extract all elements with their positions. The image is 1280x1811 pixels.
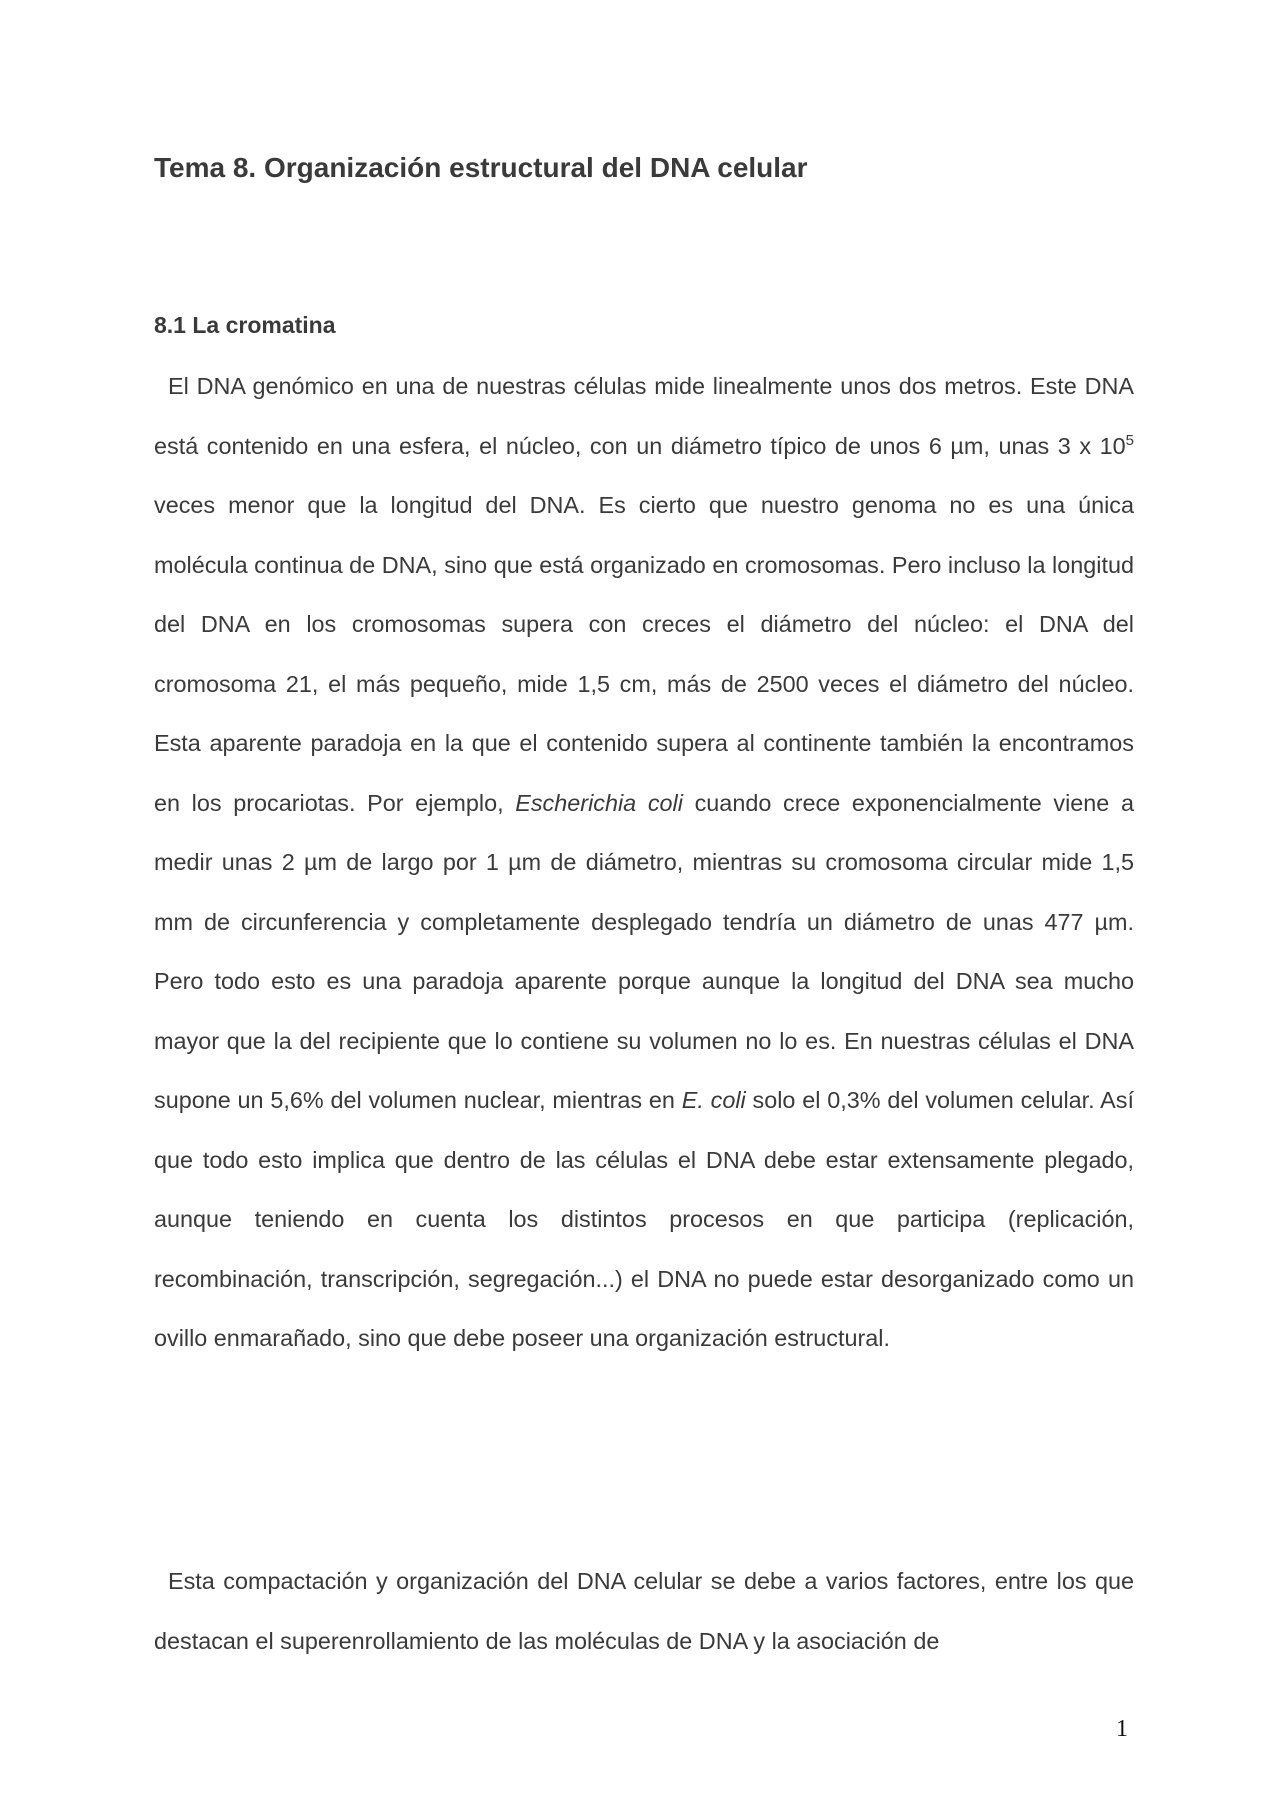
document-title: Tema 8. Organización estructural del DNA celular bbox=[154, 152, 808, 183]
paragraph-1-text-a: El DNA genómico en una de nuestras células mide linealmente unos dos metros. Este DNA está contenido en una esfera, el núcleo, con un diámetro típico de unos 6 µm, unas 3 x 10 bbox=[154, 373, 1134, 459]
page-number: 1 bbox=[1116, 1716, 1128, 1742]
paragraph-2: Esta compactación y organización del DNA celular se debe a varios factores, entre los que destacan el superenrollamiento de las moléculas de DNA y la asociación de bbox=[154, 1568, 1134, 1654]
superscript-exponent: 5 bbox=[1125, 431, 1134, 449]
species-name-e-coli: E. coli bbox=[681, 1087, 746, 1113]
section-heading: 8.1 La cromatina bbox=[154, 312, 336, 338]
paragraph-1-text-b: veces menor que la longitud del DNA. Es cierto que nuestro genoma no es una única molécula continua de DNA, sino que está organizado en cromosomas. Pero incluso la longitud del DNA en los cromosomas supera con creces el diámetro del núcleo: el DNA del cromosoma 21, el más pequeño, mide 1,5 cm, más de 2500 veces el diámetro del núcleo. Esta aparente paradoja en la que el contenido supera al continente también la encontramos en los procariotas. Por ejemplo, bbox=[154, 492, 1134, 816]
paragraph-1 bbox=[154, 357, 1134, 1369]
paragraph-1-text-c: cuando crece exponencialmente viene a medir unas 2 µm de largo por 1 µm de diámetro, mientras su cromosoma circular mide 1,5 mm de circunferencia y completamente desplegado tendría un diámetro de unas 477 µm. Pero todo esto es una paradoja aparente porque aunque la longitud del DNA sea mucho mayor que la del recipiente que lo contiene su volumen no lo es. En nuestras células el DNA supone un 5,6% del volumen nuclear, mientras en bbox=[154, 789, 1134, 1113]
species-name-escherichia-coli: Escherichia coli bbox=[515, 789, 683, 816]
paragraph-1-text-d: solo el 0,3% del volumen celular. Así que todo esto implica que dentro de las células el DNA debe estar extensamente plegado, aunque teniendo en cuenta los distintos procesos en que participa (replicación, recombinación, transcripción, segregación...) el DNA no puede estar desorganizado como un ovillo enmarañado, sino que debe poseer una organización estructural. bbox=[154, 1087, 1134, 1351]
